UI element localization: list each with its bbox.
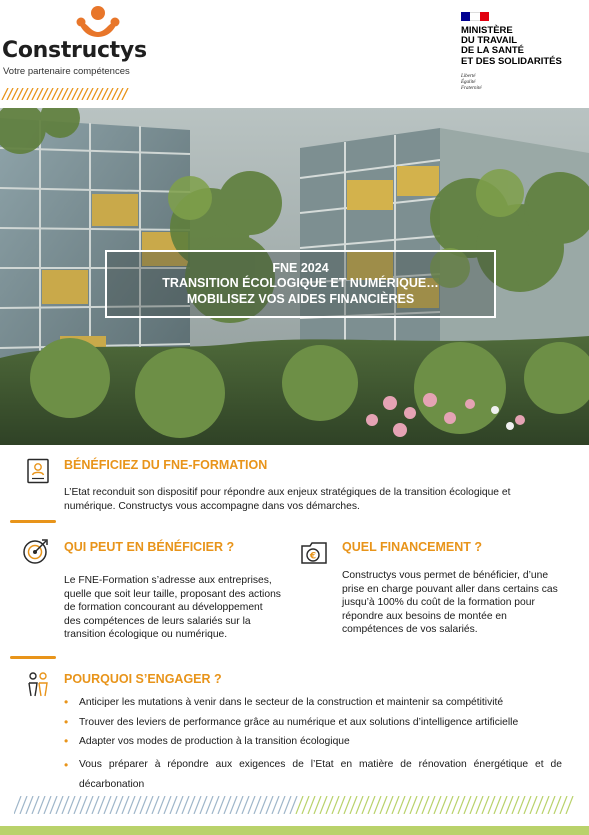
ministry-name: MINISTÈRE DU TRAVAIL DE LA SANTÉ ET DES SOLIDARITÉS (461, 25, 562, 67)
section-title-who: QUI PEUT EN BÉNÉFICIER ? (64, 540, 235, 554)
people-icon (25, 671, 51, 697)
hero-photo (0, 108, 589, 445)
euro-folder-icon (300, 540, 328, 566)
list-item: • Vous préparer à répondre aux exigences de l’Etat en matière de rénovation énergétique et de décarbonation (64, 755, 562, 795)
hero-title-box (105, 250, 496, 318)
section-text-funding: Constructys vous permet de bénéficier, d’une prise en charge pouvant aller dans certains cas jusqu’à 100% du coût de la formation pour répondre aux besoins de montée en compétences de vos salariés. (342, 570, 558, 636)
section-title-fne: BÉNÉFICIEZ DU FNE-FORMATION (64, 458, 268, 472)
footer-bar (0, 826, 589, 835)
footer-hatch-decoration (14, 796, 574, 814)
republic-motto: Liberté Égalité Fraternité (461, 74, 482, 91)
engagement-reasons-list (64, 696, 562, 795)
french-flag-icon (461, 12, 489, 21)
list-item: • Adapter vos modes de production à la transition écologique (64, 735, 562, 749)
svg-text:€: € (309, 551, 317, 562)
hero-title-line: MOBILISEZ VOS AIDES FINANCIÈRES (186, 291, 415, 306)
section-divider (10, 520, 56, 523)
flag-blue (461, 12, 470, 21)
section-title-why: POURQUOI S’ENGAGER ? (64, 672, 222, 686)
flag-red (480, 12, 489, 21)
header-hatch-decoration (0, 88, 132, 100)
brand-tagline: Votre partenaire compétences (3, 66, 130, 77)
list-item: • Trouver des leviers de performance grâce au numérique et aux solutions d’intelligence artificielle (64, 716, 562, 730)
hero-title-line: FNE 2024 (272, 260, 329, 275)
hero-title-line: TRANSITION ÉCOLOGIQUE ET NUMÉRIQUE… (162, 276, 439, 291)
flag-white (470, 12, 479, 21)
section-divider (10, 656, 56, 659)
section-text-who: Le FNE-Formation s’adresse aux entreprises, quelle que soit leur taille, proposant des actions de formation concourant au développement des compétences de leurs salariés sur la transition écologique ou numérique. (64, 575, 281, 641)
section-text-fne: L’Etat reconduit son dispositif pour répondre aux enjeux stratégiques de la transition écologique et numérique. Constructys vous accompagne dans vos démarches. (64, 487, 511, 512)
document-person-icon (25, 458, 51, 484)
constructys-logo-mark (76, 4, 120, 40)
section-title-funding: QUEL FINANCEMENT ? (342, 540, 483, 554)
target-icon (22, 537, 50, 565)
brand-name: Constructys (2, 38, 147, 63)
list-item: • Anticiper les mutations à venir dans le secteur de la construction et maintenir sa compétitivité (64, 696, 562, 710)
